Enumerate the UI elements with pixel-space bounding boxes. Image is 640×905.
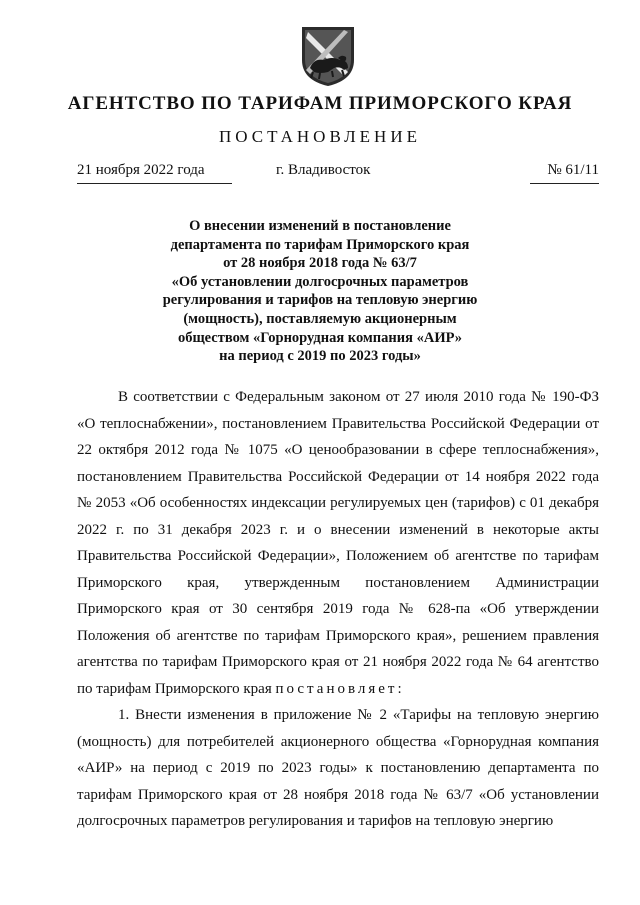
title-line: О внесении изменений в постановление — [189, 218, 451, 234]
title-line: обществом «Горнорудная компания «АИР» — [177, 329, 463, 346]
document-body — [77, 384, 599, 835]
paragraph-preamble — [77, 384, 599, 702]
coat-of-arms-icon — [298, 24, 358, 88]
title-line: на период с 2019 по 2023 годы» — [219, 348, 421, 365]
resolves-word: постановляет: — [275, 680, 405, 697]
agency-name: АГЕНТСТВО ПО ТАРИФАМ ПРИМОРСКОГО КРАЯ — [67, 93, 573, 114]
paragraph-item-1: 1. Внести изменения в приложение № 2 «Тарифы на тепловую энергию (мощность) для потребителей акционерного общества «Горнорудная компания «АИР» на период с 2019 по 2023 годы» к постановлению департамента по тарифам Приморского края от 28 ноября 2018 года № 63/7 «Об установлении долгосрочных параметров регулирования и тарифов на тепловую энергию — [77, 707, 599, 829]
document-date: 21 ноября 2022 года — [77, 162, 232, 184]
document-city: г. Владивосток — [276, 162, 371, 178]
title-line: (мощность), поставляемую акционерным — [183, 310, 457, 327]
document-number: № 61/11 — [530, 162, 599, 184]
document-title — [100, 217, 540, 366]
title-line: «Об установлении долгосрочных параметров — [171, 273, 469, 290]
title-line: департамента по тарифам Приморского края — [170, 236, 470, 253]
preamble-text: В соответствии с Федеральным законом от 27 июля 2010 года № 190-ФЗ «О теплоснабжении», постановлением Правительства Российской Федерации от 22 октября 2012 года № 1075 «О ценообразовании в сфере теплоснабжения», постановлением Правительства Российской Федерации от 14 ноября 2022 года № 2053 «Об особенностях индексации регулируемых цен (тарифов) с 01 декабря 2022 г. по 31 декабря 2023 г. и о внесении изменений в некоторые акты Правительства Российской Федерации», Положением об агентстве по тарифам Приморского края, утвержденным постановлением Администрации Приморского края от 30 сентября 2019 года № 628-па «Об утверждении Положения об агентстве по тарифам Приморского края», решением правления агентства по тарифам Приморского края от 21 ноября 2022 года № 64 агентство по тарифам Приморского края — [77, 389, 599, 697]
document-type: ПОСТАНОВЛЕНИЕ — [218, 127, 421, 146]
title-line: от 28 ноября 2018 года № 63/7 — [223, 255, 417, 272]
title-line: регулирования и тарифов на тепловую энергию — [162, 292, 478, 309]
